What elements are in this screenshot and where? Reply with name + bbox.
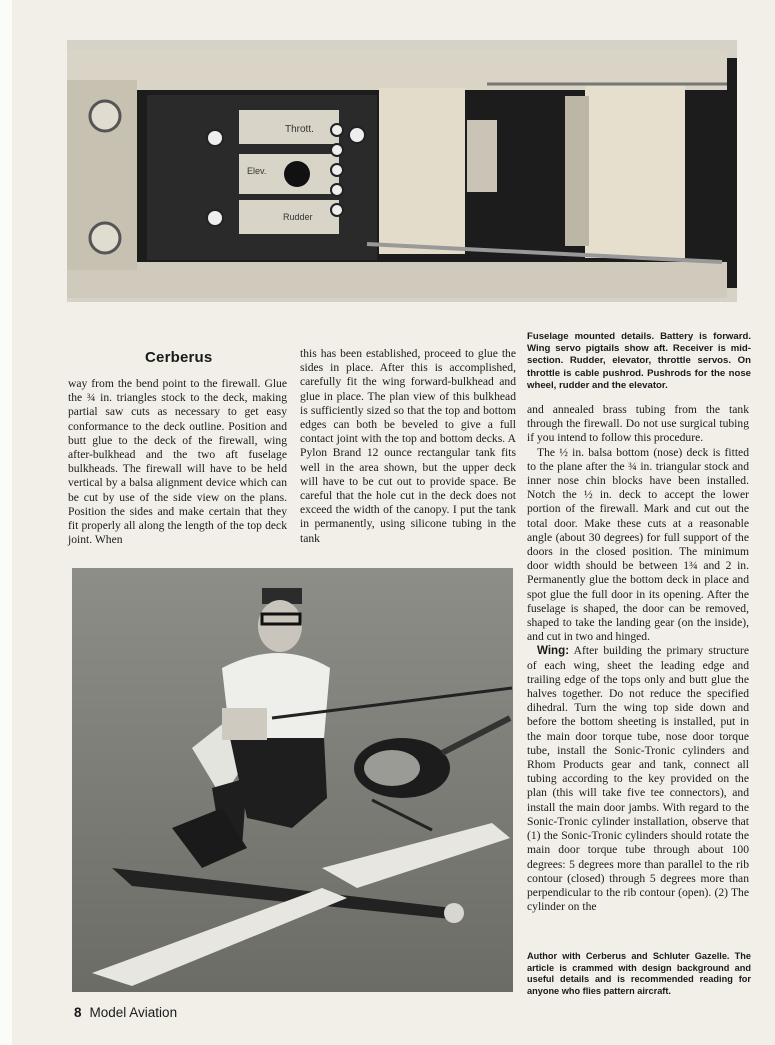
- page-number: 8: [74, 1005, 82, 1020]
- page-footer: [74, 1005, 177, 1020]
- column-3-paragraph-3: [527, 644, 749, 914]
- column-3-paragraph-2: The ½ in. balsa bottom (nose) deck is fitted to the plane after the ¾ in. triangular stock and inner nose chin blocks have been installed. Notch the ½ in. deck to accept the lower portion of the firewall. Mark and cut out the total door. Make these cuts at a reasonable angle (about 30 degrees) for full support of the doors in the closed position. The minimum door width should be between 1¾ and 2 in. Permanently glue the bottom deck in place and spot glue the full door in its opening. After the fuselage is shaped, the door can be removed, shaped to take the landing gear (on the inside), and cut in two and hinged.: [527, 445, 749, 644]
- author-photo: [72, 568, 513, 992]
- text-column-1: [68, 377, 287, 547]
- servo-label-rudder: Rudder: [283, 212, 313, 222]
- wing-paragraph-text: After building the primary structure of each wing, sheet the leading edge and trailing edge of the tops only and butt glue the halves together. Do not reduce the specified dihedral. Turn the wing top side down and before the bottom sheeting is installed, put in the main door torque tube, nose door torque tube, install the Sonic-Tronic cylinders and Rhom Products gear and tank, connect all tubing according to the key provided on the plan (this will take five tee connectors), and install the main door jambs. With regard to the Sonic-Tronic cylinder installation, observe that (1) the Sonic-Tronic cylinders should rotate the main door torque tube through about 100 degrees: 5 degrees more than parallel to the rib contour (closed) through 5 degrees more than perpendicular to the rib contour (open). (2) The cylinder on the: [527, 644, 749, 914]
- text-column-3: [527, 403, 749, 914]
- photo-top-caption: Fuselage mounted details. Battery is forward. Wing servo pigtails show aft. Receiver is mid-section. Rudder, elevator, throttle servos. On throttle is cable pushrod. Pushrods for the nose wheel, rudder and the elevator.: [527, 331, 751, 391]
- servo-label-elevator: Elev.: [247, 166, 267, 176]
- fuselage-photo: [67, 40, 737, 302]
- wing-subhead: Wing:: [537, 644, 570, 658]
- servo-label-throttle: Thrott.: [285, 124, 314, 135]
- column-3-paragraph-1: and annealed brass tubing from the tank through the firewall. Do not use surgical tubing if you intend to follow this procedure.: [527, 403, 749, 445]
- text-column-2: [300, 347, 516, 546]
- column-1-paragraph: way from the bend point to the firewall. Glue the ¾ in. triangles stock to the deck, making partial saw cuts as necessary to get easy conformance to the deck outline. Position and butt glue to the deck of the firewall, wing after-bulkhead and the two aft fuselage bulkheads. The firewall will have to be held vertical by a balsa alignment device which can be cut by use of the side view on the plans. Position the sides and make certain that they fit properly all along the length of the top deck joint. When: [68, 377, 287, 547]
- article-title: Cerberus: [145, 349, 213, 366]
- photo-bottom-caption: Author with Cerberus and Schluter Gazelle. The article is crammed with design background and useful details and is recommended reading for anyone who flies pattern aircraft.: [527, 951, 751, 996]
- magazine-name: Model Aviation: [89, 1005, 178, 1020]
- column-2-paragraph: this has been established, proceed to glue the sides in place. After this is accomplished, carefully fit the wing forward-bulkhead and glue in place. The plan view of this bulkhead is sufficiently sized so that the top and bottom edges can both be beveled to give a full contact joint with the top and bottom decks. A Pylon Brand 12 ounce rectangular tank fits well in the area shown, but the upper deck will have to be cut out to provide space. Be careful that the hole cut in the deck does not exceed the width of the canopy. I put the tank in permanently, using silicone tubing in the tank: [300, 347, 516, 545]
